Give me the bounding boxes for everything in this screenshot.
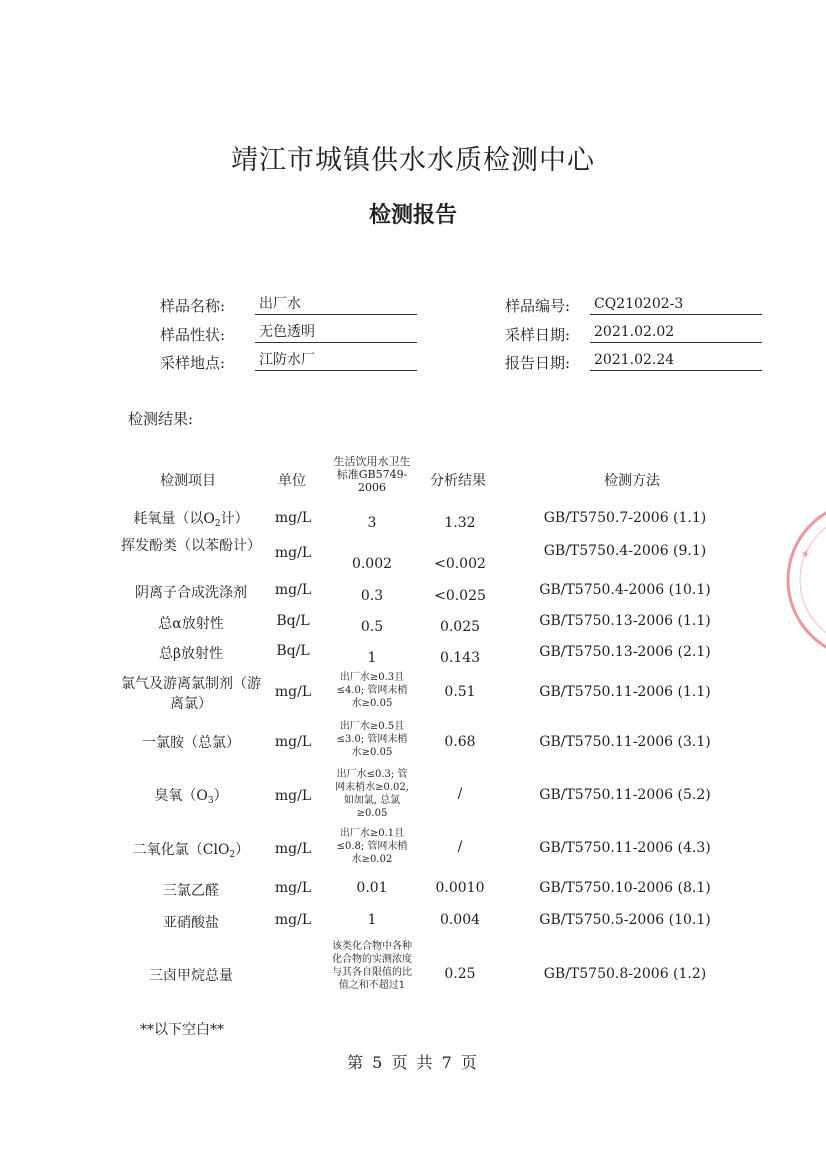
sampling-date-value: 2021.02.02	[590, 322, 762, 343]
sample-no-label: 样品编号:	[505, 297, 571, 315]
results-heading: 检测结果:	[128, 410, 194, 428]
table-row-unit: mg/L	[274, 582, 312, 598]
report-title: 检测报告	[368, 203, 457, 228]
table-row-item: 亚硝酸盐	[163, 915, 219, 931]
table-row-item: 总α放射性	[158, 616, 224, 632]
table-row-item: 总β放射性	[158, 646, 224, 662]
table-row-item: 挥发酚类（以苯酚计）	[121, 538, 261, 554]
table-row-standard: 该类化合物中各种化合物的实测浓度与其各自限值的比值之和不超过1	[332, 941, 412, 991]
report-date-label: 报告日期:	[505, 354, 571, 372]
svg-text:★: ★	[797, 546, 814, 562]
table-row-result: <0.002	[434, 556, 486, 572]
table-row-result: 0.0010	[435, 880, 485, 896]
table-row-unit: mg/L	[274, 734, 312, 750]
official-seal-stamp	[776, 490, 826, 670]
table-row-method: GB/T5750.11-2006 (3.1)	[539, 734, 711, 750]
table-row-result: 0.68	[444, 734, 476, 750]
table-row-unit: mg/L	[274, 912, 312, 928]
table-row-method: GB/T5750.10-2006 (8.1)	[539, 880, 711, 896]
table-row-standard: 出厂水≤0.3; 管网末梢水≥0.02, 如加氯, 总氯≥0.05	[335, 769, 409, 819]
table-row-standard: 出厂水≥0.5且≤3.0; 管网末梢水≥0.05	[336, 721, 408, 758]
table-row-method: GB/T5750.4-2006 (10.1)	[539, 582, 711, 598]
table-row-item: 氯气及游离氯制剂（游离氯）	[121, 676, 261, 712]
table-row-method: GB/T5750.4-2006 (9.1)	[543, 543, 707, 559]
table-row-result: 0.25	[444, 966, 476, 982]
sample-name-value: 出厂水	[255, 294, 417, 315]
table-row-result: /	[457, 786, 463, 802]
table-row-method: GB/T5750.13-2006 (2.1)	[539, 644, 711, 660]
page-total: 7	[441, 1053, 454, 1072]
table-row-item: 耗氧量（以$O_2$计）	[133, 511, 249, 529]
sample-nature-value: 无色透明	[255, 322, 417, 343]
table-row-standard: 出厂水≥0.3且≤4.0; 管网末梢水≥0.05	[336, 672, 408, 709]
header-result: 分析结果	[430, 473, 486, 489]
table-row-standard: 0.5	[360, 619, 384, 635]
sample-no-value: CQ210202-3	[590, 294, 762, 315]
table-row-unit: mg/L	[274, 788, 312, 804]
sampling-site-label: 采样地点:	[160, 354, 226, 372]
table-row-result: 0.025	[439, 619, 481, 635]
table-row-standard: 3	[367, 515, 377, 531]
page-footer: 第 5 页 共 7 页	[347, 1053, 479, 1072]
table-row-result: 0.004	[439, 912, 481, 928]
page-current: 5	[372, 1053, 385, 1072]
sampling-site-value: 江防水厂	[255, 350, 417, 371]
table-row-method: GB/T5750.8-2006 (1.2)	[543, 966, 707, 982]
table-row-standard: 1	[367, 912, 377, 928]
header-item: 检测项目	[160, 473, 216, 489]
table-row-method: GB/T5750.7-2006 (1.1)	[543, 510, 707, 526]
table-row-standard: 0.002	[351, 556, 393, 572]
table-row-standard: 出厂水≥0.1且≤0.8; 管网末梢水≥0.02	[336, 828, 408, 865]
table-row-result: 0.51	[444, 684, 476, 700]
table-row-result: /	[457, 839, 463, 855]
table-row-unit: mg/L	[274, 880, 312, 896]
table-row-item: 一氯胺（总氯）	[142, 735, 240, 751]
table-row-result: 1.32	[444, 515, 476, 531]
table-row-unit: Bq/L	[276, 643, 310, 659]
sampling-date-label: 采样日期:	[505, 326, 571, 344]
organization-title: 靖江市城镇供水水质检测中心	[231, 145, 595, 176]
table-row-item: 二氧化氯（ClO$_2$）	[132, 842, 250, 860]
table-row-method: GB/T5750.5-2006 (10.1)	[539, 912, 711, 928]
table-row-method: GB/T5750.11-2006 (5.2)	[539, 787, 711, 803]
sample-name-label: 样品名称:	[160, 297, 226, 315]
table-row-standard: 0.01	[356, 880, 388, 896]
header-method: 检测方法	[604, 473, 660, 489]
table-row-item: 阴离子合成洗涤剂	[135, 585, 247, 601]
header-unit: 单位	[278, 473, 306, 489]
table-row-method: GB/T5750.11-2006 (1.1)	[539, 684, 711, 700]
table-row-item: 三氯乙醛	[163, 883, 219, 899]
table-row-method: GB/T5750.11-2006 (4.3)	[539, 840, 711, 856]
table-row-standard: 1	[367, 650, 377, 666]
table-row-result: 0.143	[439, 650, 481, 666]
table-row-item: 臭氧$(O_3)$	[154, 788, 228, 806]
table-row-unit: mg/L	[274, 684, 312, 700]
table-row-unit: mg/L	[274, 841, 312, 857]
end-note: **以下空白**	[140, 1022, 224, 1038]
sample-nature-label: 样品性状:	[160, 326, 226, 344]
header-standard: 生活饮用水卫生标准GB5749-2006	[333, 455, 411, 494]
table-row-item: 三卤甲烷总量	[149, 968, 233, 984]
table-row-unit: mg/L	[274, 510, 312, 526]
table-row-standard: 0.3	[360, 588, 384, 604]
table-row-method: GB/T5750.13-2006 (1.1)	[539, 613, 711, 629]
table-row-unit: mg/L	[274, 545, 312, 561]
table-row-result: <0.025	[434, 588, 486, 604]
report-date-value: 2021.02.24	[590, 350, 762, 371]
table-row-unit: Bq/L	[276, 613, 310, 629]
